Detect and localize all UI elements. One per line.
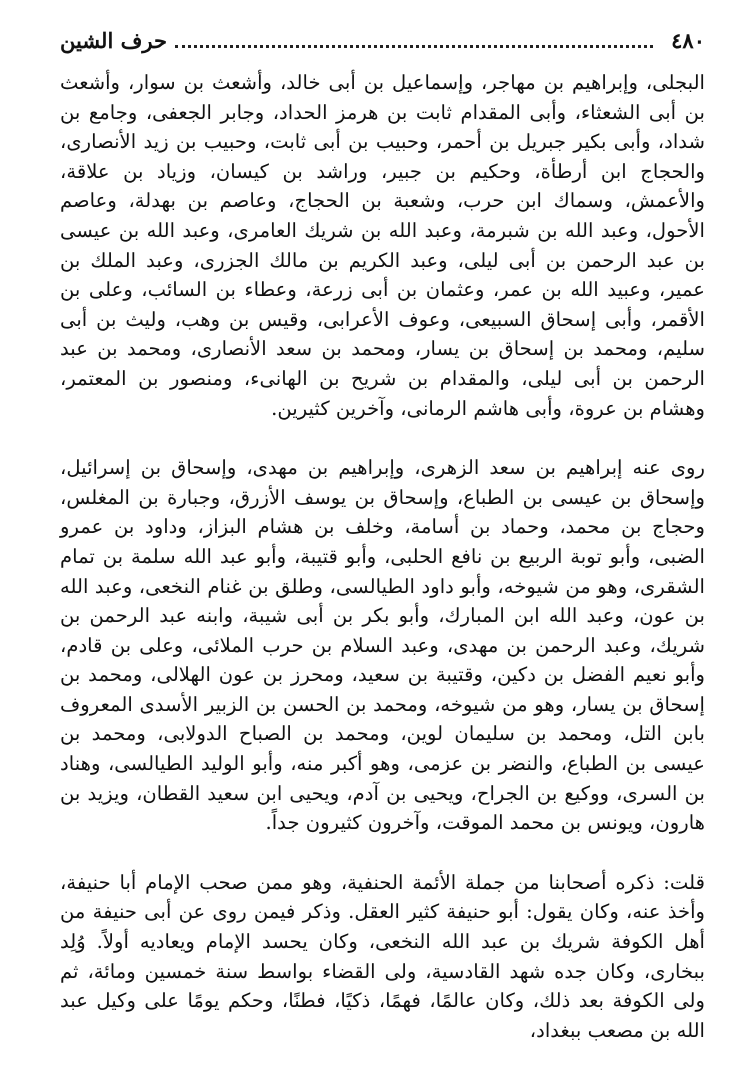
document-page <box>60 28 705 1068</box>
paragraph-students: روى عنه إبراهيم بن سعد الزهرى، وإبراهيم بن مهدى، وإسحاق بن إسرائيل، وإسحاق بن عيسى بن الطباع، وإسحاق بن يوسف الأزرق، وجبارة بن المغلس، وحجاج بن محمد، وحماد بن أسامة، وخلف بن هشام البزاز، وداود بن عمرو الضبى، وأبو توبة الربيع بن نافع الحلبى، وأبو قتيبة، وأبو عبد الله سلمة بن تمام الشقرى، وهو من شيوخه، وأبو داود الطيالسى، وطلق بن غنام النخعى، وعبد الله بن عون، وعبد الله ابن المبارك، وأبو بكر بن أبى شيبة، وابنه عبد الرحمن بن شريك، وعبد الرحمن بن مهدى، وعبد السلام بن حرب الملائى، وعلى بن قادم، وأبو نعيم الفضل بن دكين، وقتيبة بن سعيد، ومحرز بن عون الهلالى، ومحمد بن إسحاق بن يسار، وهو من شيوخه، ومحمد بن الحسن بن الزبير الأسدى المعروف بابن التل، ومحمد بن سليمان لوين، ومحمد بن الصباح الدولابى، ومحمد بن عيسى بن الطباع، والنضر بن عزمى، وهو أكبر منه، وأبو الوليد الطيالسى، وهناد بن السرى، ووكيع بن الجراح، ويحيى بن آدم، ويحيى ابن سعيد القطان، ويزيد بن هارون، ويونس بن محمد الموقت، وآخرون كثيرون جداً. <box>60 456 706 835</box>
page-header <box>60 28 705 60</box>
paragraph-commentary: قلت: ذكره أصحابنا من جملة الأئمة الحنفية، وهو ممن صحب الإمام أبا حنيفة، وأخذ عنه، وكان يقول: أبو حنيفة كثير العقل. وذكر فيمن روى عن أبى حنيفة من أهل الكوفة شريك بن عبد الله النخعى، وكان يحسد الإمام ويعاديه أولاً. وُلِد ببخارى، وكان جده شهد القادسية، ولى القضاء بواسط سنة خمسين ومائة، ثم ولى الكوفة بعد ذلك، وكان عالمًا، فهمًا، ذكيًا، فطنًا، وحكم يومًا على وكيل عبد الله بن مصعب ببغداد، <box>60 870 705 1042</box>
dotted-leader <box>175 45 653 48</box>
paragraph-teachers: البجلى، وإبراهيم بن مهاجر، وإسماعيل بن أبى خالد، وأشعث بن سوار، وأشعث بن أبى الشعثاء، وأبى المقدام ثابت بن هرمز الحداد، وجابر الجعفى، وجامع بن شداد، وأبى بكير جبريل بن أحمر، وحبيب بن أبى ثابت، وحبيب بن زيد الأنصارى، والحجاج ابن أرطأة، وحكيم بن جبير، وراشد بن كيسان، وزياد بن علاقة، والأعمش، وسماك ابن حرب، وشعبة بن الحجاج، وعاصم بن بهدلة، وعاصم الأحول، وعبد الله بن شبرمة، وعبد الله بن شريك العامرى، وعبد الله بن عيسى بن عبد الرحمن بن أبى ليلى، وعبد الكريم بن مالك الجزرى، وعبد الملك بن عمير، وعبيد الله بن عمر، وعثمان بن أبى زرعة، وعطاء بن السائب، وعلى بن الأقمر، وأبى إسحاق السبيعى، وعوف الأعرابى، وقيس بن وهب، وليث بن أبى سليم، ومحمد بن إسحاق بن يسار، ومحمد بن سعد الأنصارى، ومحمد بن عبد الرحمن بن أبى ليلى، والمقدام بن شريح بن الهانىء، ومنصور بن المعتمر، وهشام بن عروة، وأبى هاشم الرمانى، وآخرين كثيرين. <box>60 71 705 420</box>
page-number: ٤٨٠ <box>671 28 705 53</box>
chapter-title: حرف الشين <box>60 28 167 53</box>
